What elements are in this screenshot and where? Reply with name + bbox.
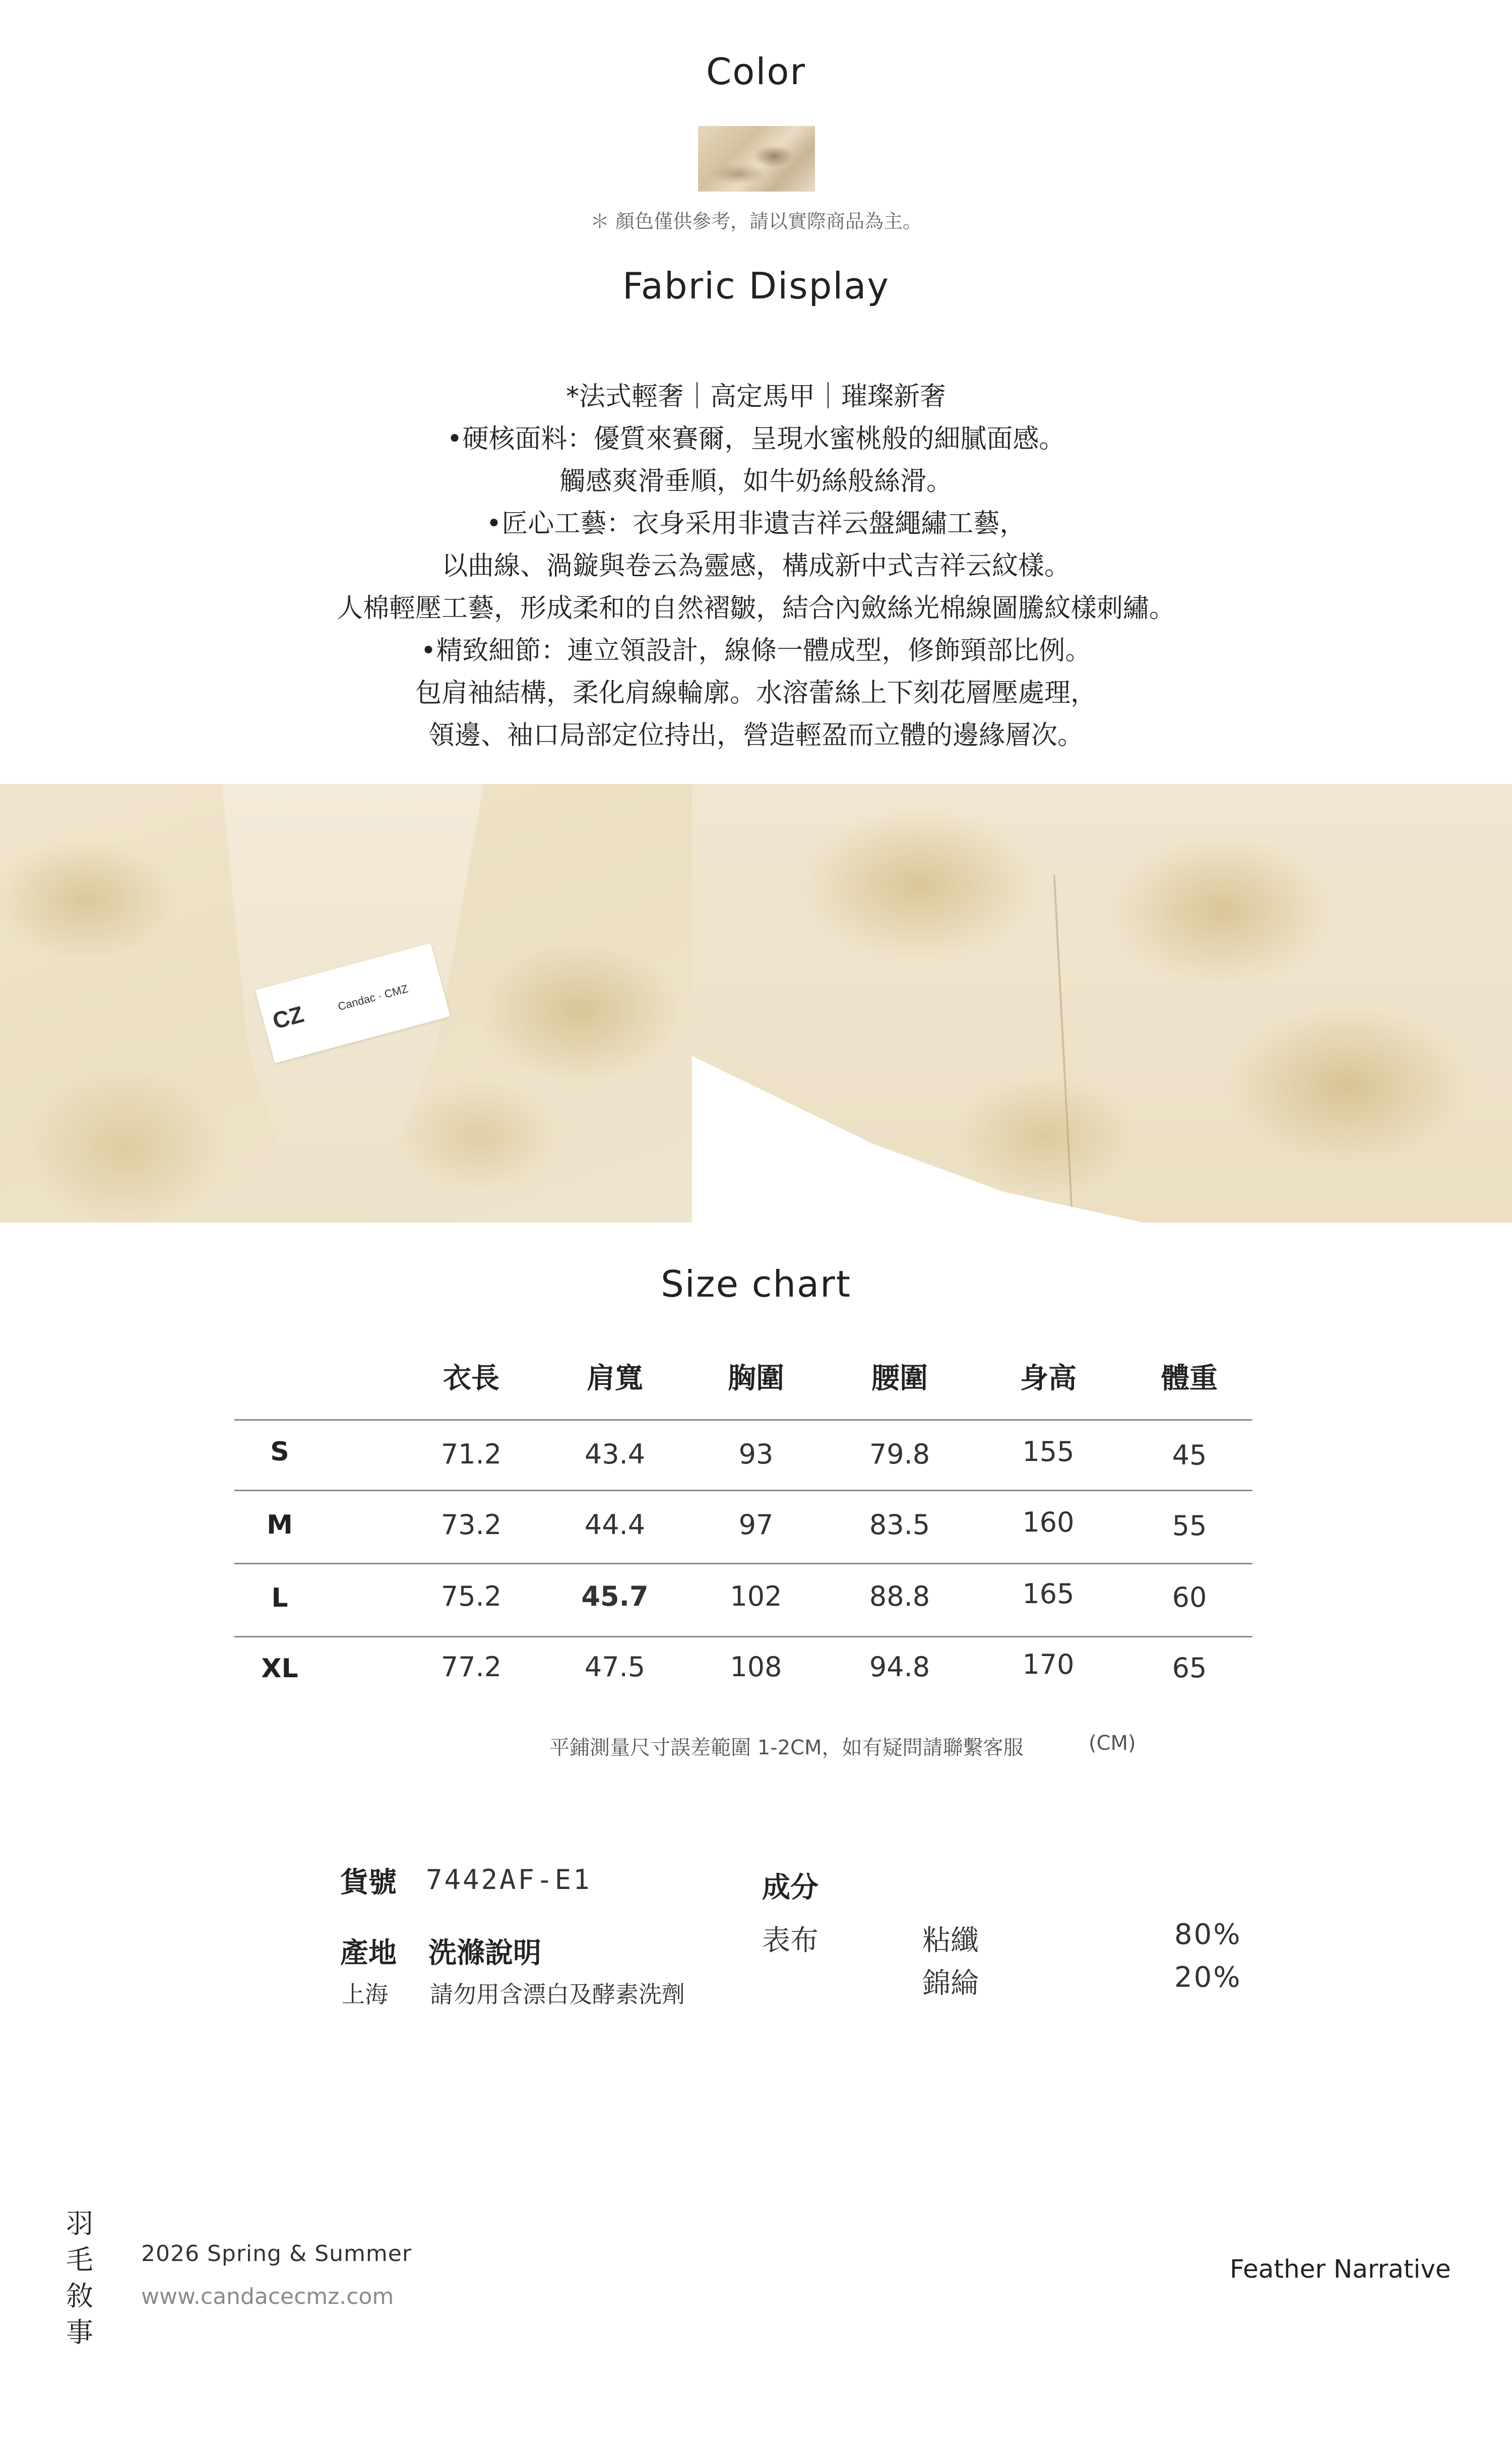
table-cell: 97 (738, 1509, 774, 1541)
footer-collection-name: Feather Narrative (1230, 2254, 1451, 2284)
desc-line: 觸感爽滑垂順，如牛奶絲般絲滑。 (559, 466, 953, 497)
header-waist: 腰圍 (871, 1362, 928, 1395)
color-note: ＊ 顏色僅供參考，請以實際商品為主。 (590, 210, 922, 232)
item-no-label: 貨號 (340, 1866, 397, 1899)
table-cell: 47.5 (584, 1651, 646, 1683)
material-name: 錦綸 (922, 1967, 979, 2000)
origin-label: 產地 (340, 1937, 397, 1970)
table-cell: 43.4 (584, 1438, 646, 1470)
table-cell: 73.2 (440, 1509, 502, 1541)
table-cell: 45.7 (581, 1580, 649, 1612)
fabric-photo-hem[interactable] (692, 784, 1512, 1223)
label-logo: CZ (270, 1001, 306, 1034)
table-cell: 170 (1022, 1649, 1075, 1680)
fabric-part: 表布 (762, 1924, 818, 1957)
footer-vertical-title (65, 2206, 95, 2351)
vertical-char: 事 (66, 2316, 93, 2348)
table-cell: 79.8 (869, 1438, 930, 1470)
vertical-char: 羽 (66, 2208, 93, 2239)
header-height: 身高 (1020, 1362, 1077, 1395)
fabric-title: Fabric Display (622, 265, 890, 307)
vertical-char: 敘 (66, 2280, 93, 2312)
table-cell: 102 (730, 1580, 782, 1612)
hem-background (692, 784, 1512, 1223)
color-swatch[interactable] (698, 126, 815, 192)
table-cell: 160 (1022, 1506, 1075, 1538)
table-rule (234, 1636, 1252, 1637)
table-cell: 77.2 (440, 1651, 502, 1683)
size-unit: (CM) (1089, 1732, 1136, 1755)
size-note: 平鋪測量尺寸誤差範圍 1-2CM，如有疑問請聯繫客服 (549, 1736, 1024, 1759)
desc-line: 人棉輕壓工藝，形成柔和的自然褶皺，結合內斂絲光棉線圖騰紋樣刺繡。 (336, 593, 1175, 624)
material-percent: 80% (1174, 1918, 1242, 1951)
header-shoulder: 肩寬 (587, 1362, 643, 1395)
table-cell: 93 (738, 1438, 774, 1470)
table-cell: 94.8 (869, 1651, 930, 1683)
desc-line: 以曲線、渦鏇與卷云為靈感，構成新中式吉祥云紋樣。 (441, 551, 1070, 581)
footer-season: 2026 Spring & Summer (141, 2241, 412, 2267)
table-cell: 60 (1172, 1581, 1207, 1613)
wash-value: 請勿用含漂白及酵素洗劑 (430, 1981, 685, 2008)
table-rule (234, 1419, 1252, 1421)
fabric-photo-collar[interactable] (0, 784, 692, 1223)
material-percent: 20% (1174, 1961, 1242, 1994)
table-cell: 83.5 (869, 1509, 930, 1541)
desc-line: *法式輕奢｜高定馬甲｜璀璨新奢 (565, 382, 946, 412)
table-cell: 75.2 (440, 1580, 502, 1612)
header-chest: 胸圍 (728, 1362, 784, 1395)
color-title: Color (706, 50, 806, 93)
size-label: S (270, 1437, 289, 1467)
table-cell: 45 (1172, 1439, 1207, 1471)
desc-line: •硬核面料：優質來賽爾，呈現水蜜桃般的細膩面感。 (447, 424, 1065, 454)
table-rule (234, 1563, 1252, 1564)
table-cell: 44.4 (584, 1509, 646, 1541)
size-label: M (267, 1510, 293, 1540)
table-cell: 65 (1172, 1652, 1207, 1684)
label-brand: Candac · CMZ (336, 982, 410, 1013)
table-cell: 165 (1022, 1578, 1075, 1610)
size-label: L (271, 1583, 288, 1613)
footer-url-link[interactable]: www.candacecmz.com (141, 2284, 394, 2309)
table-cell: 55 (1172, 1510, 1207, 1542)
header-length: 衣長 (443, 1362, 499, 1395)
garment-seam (1053, 875, 1074, 1223)
table-cell: 155 (1022, 1436, 1075, 1468)
size-chart-title: Size chart (661, 1263, 851, 1305)
item-no-value: 7442AF-E1 (426, 1864, 592, 1896)
origin-value: 上海 (342, 1981, 388, 2008)
desc-line: 領邊、袖口局部定位持出，營造輕盈而立體的邊緣層次。 (428, 720, 1084, 751)
vertical-char: 毛 (66, 2244, 93, 2276)
composition-label: 成分 (762, 1871, 818, 1904)
table-rule (234, 1490, 1252, 1491)
fabric-description (0, 376, 1512, 757)
table-cell: 88.8 (869, 1580, 930, 1612)
material-name: 粘纖 (922, 1924, 979, 1957)
desc-line: •精致細節：連立領設計，線條一體成型，修飾頸部比例。 (420, 636, 1092, 666)
desc-line: 包肩袖結構，柔化肩線輪廓。水溶蕾絲上下刻花層壓處理， (415, 678, 1097, 708)
header-weight: 體重 (1161, 1362, 1218, 1395)
table-cell: 71.2 (440, 1438, 502, 1470)
size-label: XL (261, 1654, 298, 1684)
table-cell: 108 (730, 1651, 782, 1683)
desc-line: •匠心工藝：衣身采用非遺吉祥云盤繩繡工藝， (486, 509, 1026, 539)
wash-label: 洗滌說明 (428, 1937, 541, 1970)
